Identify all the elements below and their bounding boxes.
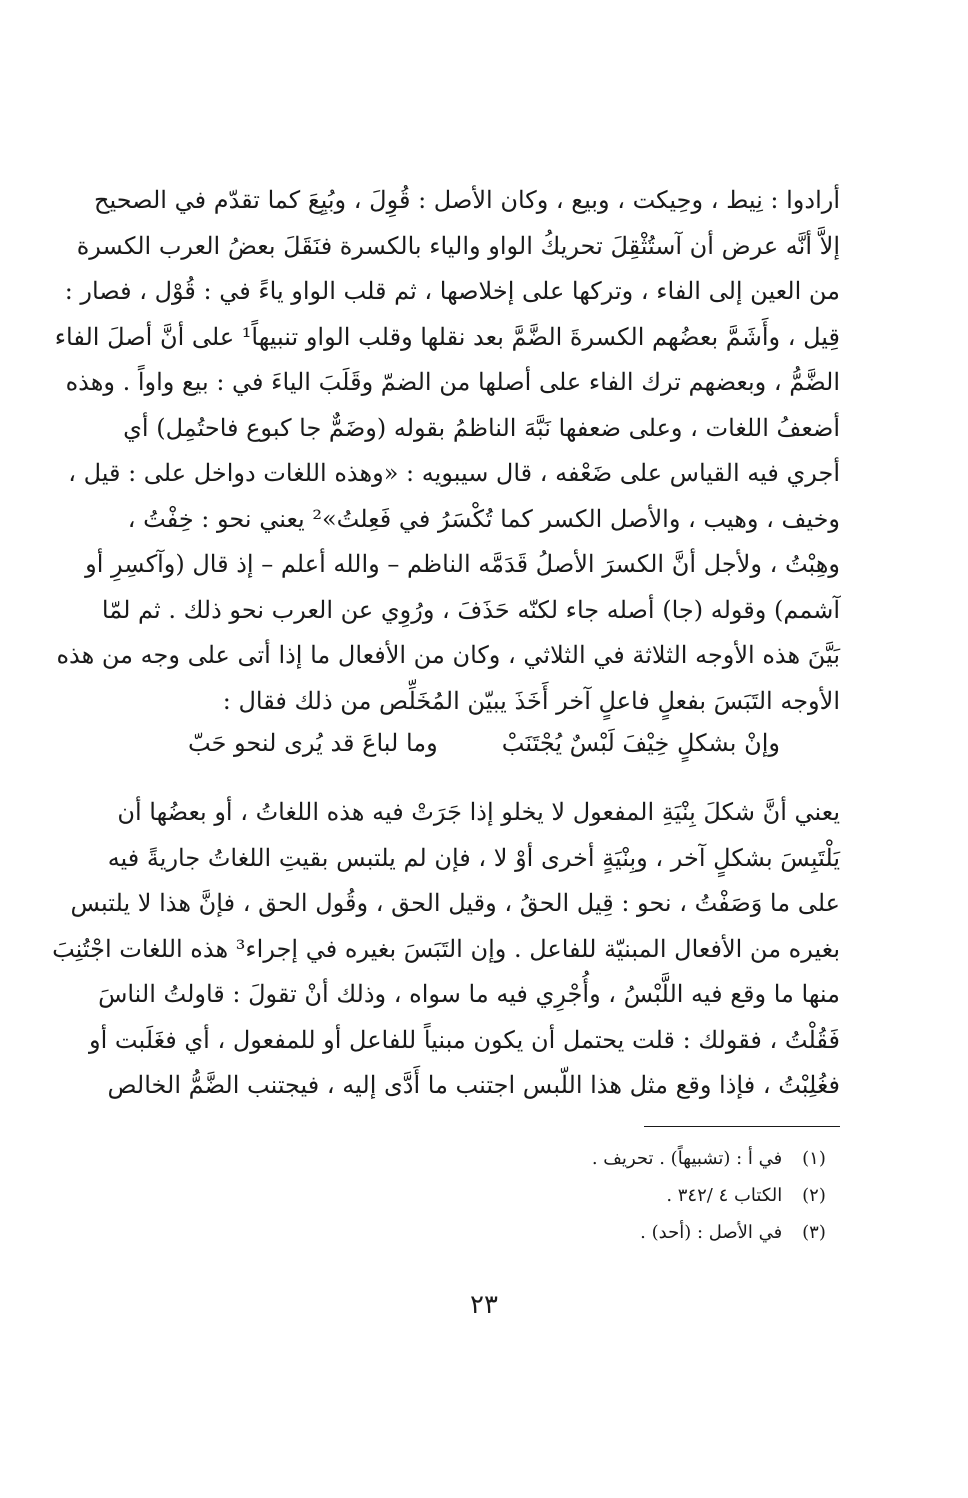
footnote-item <box>340 1140 840 1177</box>
text-line: بَيَّنَ هذه الأوجه الثلاثة في الثلاثي ، وكان من الأفعال ما إذا أتى على وجه من هذه <box>56 641 840 669</box>
footnote-item <box>340 1177 840 1214</box>
footnotes <box>340 1140 840 1251</box>
text-line: أضعفُ اللغات ، وعلى ضعفها نَبَّهَ الناظمُ بقوله (وضَمٌّ جا كبوع فاحتُمِل) أي <box>123 413 840 442</box>
footnote-text: في أ : (تشبيهاً) . تحريف . <box>591 1148 783 1169</box>
text-line: على ما وَصَفْتُ ، نحو : قِيل الحقُ ، وقيل الحق ، وقُول الحق ، فإنَّ هذا لا يلتبس <box>70 889 840 917</box>
text-line: الأوجه التَبَسَ بفعلٍ فاعلٍ آخر أَخَذَ يبيّن المُخَلِّص من ذلك فقال : <box>222 686 840 715</box>
text-line: يَلْتَبِسَ بشكلٍ آخر ، وبِنْيَةٍ أخرى أوْ لا ، فإن لم يلتبس بقيتِ اللغاتُ جاريةً فيه <box>107 843 840 872</box>
text-line: أجري فيه القياس على ضَعْفه ، قال سيبويه : «وهذه اللغات دواخل على : قيل ، <box>68 459 840 487</box>
verse-first-hemistich: وإنْ بشكلٍ خِيْفَ لَبْسٌ يُجْتَنَبْ <box>501 729 780 757</box>
footnote-divider <box>644 1126 840 1127</box>
text-line: قِيل ، وأَشَمَّ بعضُهم الكسرةَ الضَّمَّ بعد نقلها وقلب الواو تنبيهاً¹ على أنَّ أصلَ الفاء <box>54 322 840 351</box>
main-text-block-1 <box>54 178 840 724</box>
footnote-number: (١) <box>802 1148 826 1169</box>
footnote-item <box>340 1214 840 1251</box>
text-line: منها ما وقع فيه اللَّبْسُ ، وأُجْرِي فيه ما سواه ، وذلك أنْ تقولَ : قاولتُ الناسَ <box>98 980 840 1008</box>
footnote-text: في الأصل : (أحد) . <box>640 1222 783 1243</box>
poem-verse <box>128 718 840 768</box>
text-line: وهِبْتُ ، ولأجل أنَّ الكسرَ الأصلُ قَدَمَّه الناظم – والله أعلم – إذ قال (وآكسِرِ أو <box>85 550 840 578</box>
page-number: ٢٣ <box>470 1290 498 1320</box>
footnote-number: (٢) <box>802 1185 826 1206</box>
text-line: فغُلِبْتُ ، فإذا وقع مثل هذا اللّبس اجتنب ما أَدَّى إليه ، فيجتنب الضَّمُّ الخالص <box>107 1071 840 1099</box>
text-line: آشمم) وقوله (جا) أصله جاء لكنّه حَذَفَ ، ورُوِي عن العرب نحو ذلك . ثم لمّا <box>101 595 840 624</box>
text-line: فَقُلْتُ ، فقولك : قلت يحتمل أن يكون مبنياً للفاعل أو للمفعول ، أي فغَلَبت أو <box>89 1025 840 1054</box>
text-line: يعني أنَّ شكلَ بِنْيَةِ المفعول لا يخلو إذا جَرَتْ فيه هذه اللغاتُ ، أو بعضُها أن <box>117 798 840 826</box>
text-line: من العين إلى الفاء ، وتركها على إخلاصها ، ثم قلب الواو ياءً في : قُوْل ، فصار : <box>64 277 840 305</box>
verse-second-hemistich: وما لباعَ قد يُرى لنحو حَبّ <box>188 729 438 757</box>
footnote-number: (٣) <box>802 1222 826 1243</box>
text-line: إلاَّ أنَّه عرض أن آستُثْقِلَ تحريكُ الواو والياء بالكسرة فنَقَلَ بعضُ العرب الكسرة <box>76 231 840 260</box>
main-text-block-2 <box>52 790 840 1109</box>
text-line: وخيف ، وهيب ، والأصل الكسر كما تُكْسَرُ في فَعِلتُ»² يعني نحو : خِفْتُ ، <box>127 504 840 533</box>
footnote-text: الكتاب ٤ /٣٤٢ . <box>666 1185 783 1206</box>
text-line: بغيره من الأفعال المبنيّة للفاعل . وإن التَبَسَ بغيره في إجراء³ هذه اللغات اجْتُنِبَ <box>52 934 840 963</box>
text-line: الضَّمُّ ، وبعضهم ترك الفاء على أصلها من الضمّ وقَلَبَ الياءَ في : بيع واواً . وهذه <box>65 368 840 396</box>
text-line: أرادوا : نِيط ، وحِيكت ، وبيع ، وكان الأصل : قُوِلَ ، وبُيِعَ كما تقدّم في الصحيح <box>93 186 840 214</box>
